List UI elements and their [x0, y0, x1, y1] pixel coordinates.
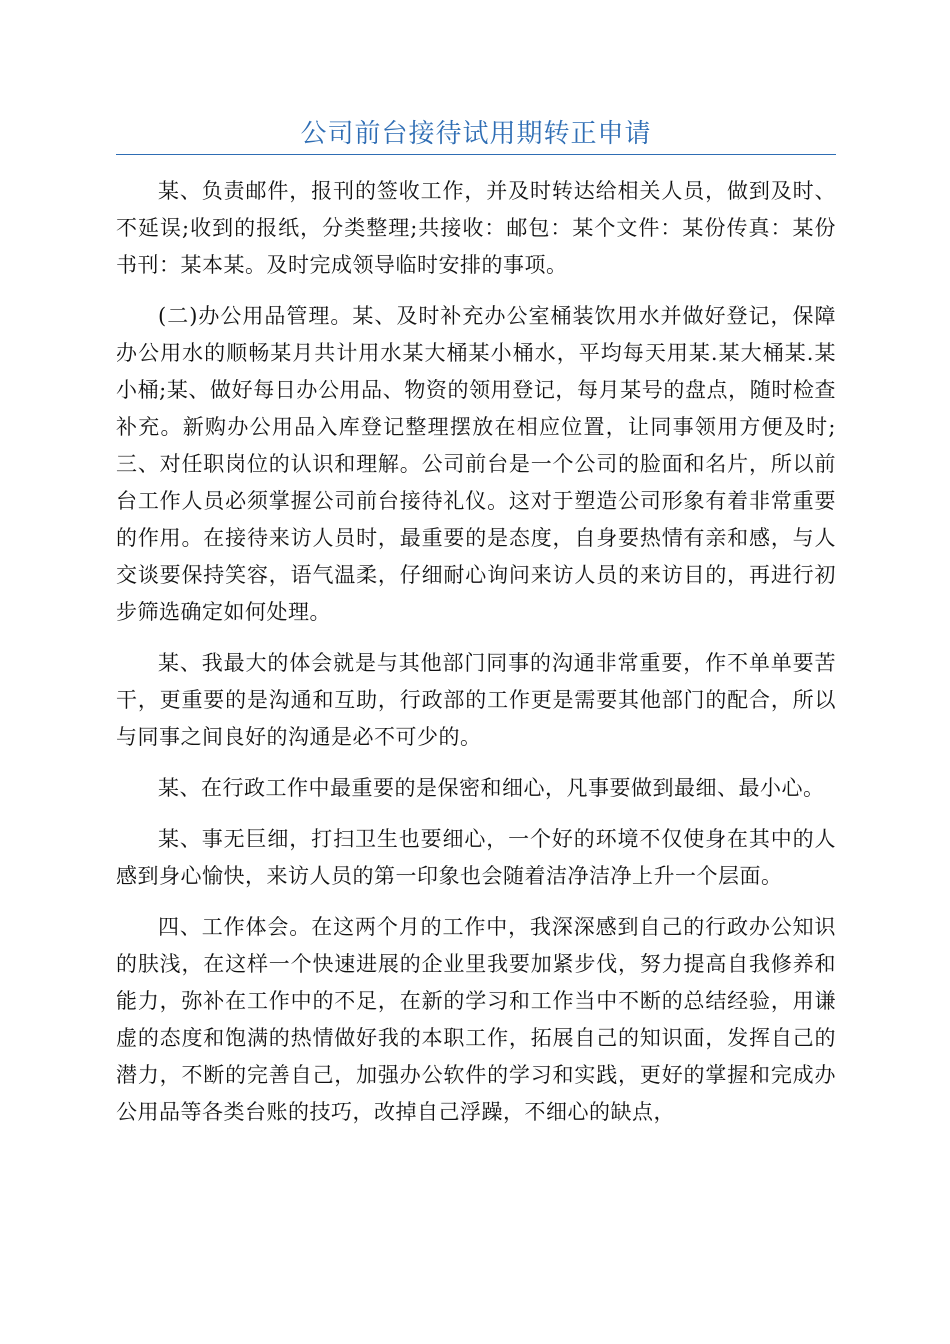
- paragraph-3: 某、我最大的体会就是与其他部门同事的沟通非常重要，作不单单要苦干，更重要的是沟通和互助，行政部的工作更是需要其他部门的配合，所以与同事之间良好的沟通是必不可少的。: [116, 651, 836, 749]
- paragraph-1: 某、负责邮件，报刊的签收工作，并及时转达给相关人员，做到及时、不延误;收到的报纸，分类整理;共接收：邮包：某个文件：某份传真：某份书刊：某本某。及时完成领导临时安排的事项。: [116, 179, 836, 277]
- document-title: 公司前台接待试用期转正申请: [300, 119, 652, 149]
- paragraph-4: 某、在行政工作中最重要的是保密和细心，凡事要做到最细、最小心。: [158, 776, 825, 800]
- document-body: [116, 173, 836, 1131]
- paragraph-5: 某、事无巨细，打扫卫生也要细心，一个好的环境不仅使身在其中的人感到身心愉快，来访人员的第一印象也会随着洁净洁净上升一个层面。: [116, 827, 836, 888]
- title-underline: [116, 154, 836, 155]
- paragraph-2: (二)办公用品管理。某、及时补充办公室桶装饮用水并做好登记，保障办公用水的顺畅某月共计用水某大桶某小桶水，平均每天用某.某大桶某.某小桶;某、做好每日办公用品、物资的领用登记，每月某号的盘点，随时检查补充。新购办公用品入库登记整理摆放在相应位置，让同事领用方便及时;三、对任职岗位的认识和理解。公司前台是一个公司的脸面和名片，所以前台工作人员必须掌握公司前台接待礼仪。这对于塑造公司形象有着非常重要的作用。在接待来访人员时，最重要的是态度，自身要热情有亲和感，与人交谈要保持笑容，语气温柔，仔细耐心询问来访人员的来访目的，再进行初步筛选确定如何处理。: [116, 304, 836, 624]
- document-page: [116, 0, 836, 1145]
- paragraph-6: 四、工作体会。在这两个月的工作中，我深深感到自己的行政办公知识的肤浅，在这样一个快速进展的企业里我要加紧步伐，努力提高自我修养和能力，弥补在工作中的不足，在新的学习和工作当中不断的总结经验，用谦虚的态度和饱满的热情做好我的本职工作，拓展自己的知识面，发挥自己的潜力，不断的完善自己，加强办公软件的学习和实践，更好的掌握和完成办公用品等各类台账的技巧，改掉自己浮躁，不细心的缺点，: [116, 915, 836, 1124]
